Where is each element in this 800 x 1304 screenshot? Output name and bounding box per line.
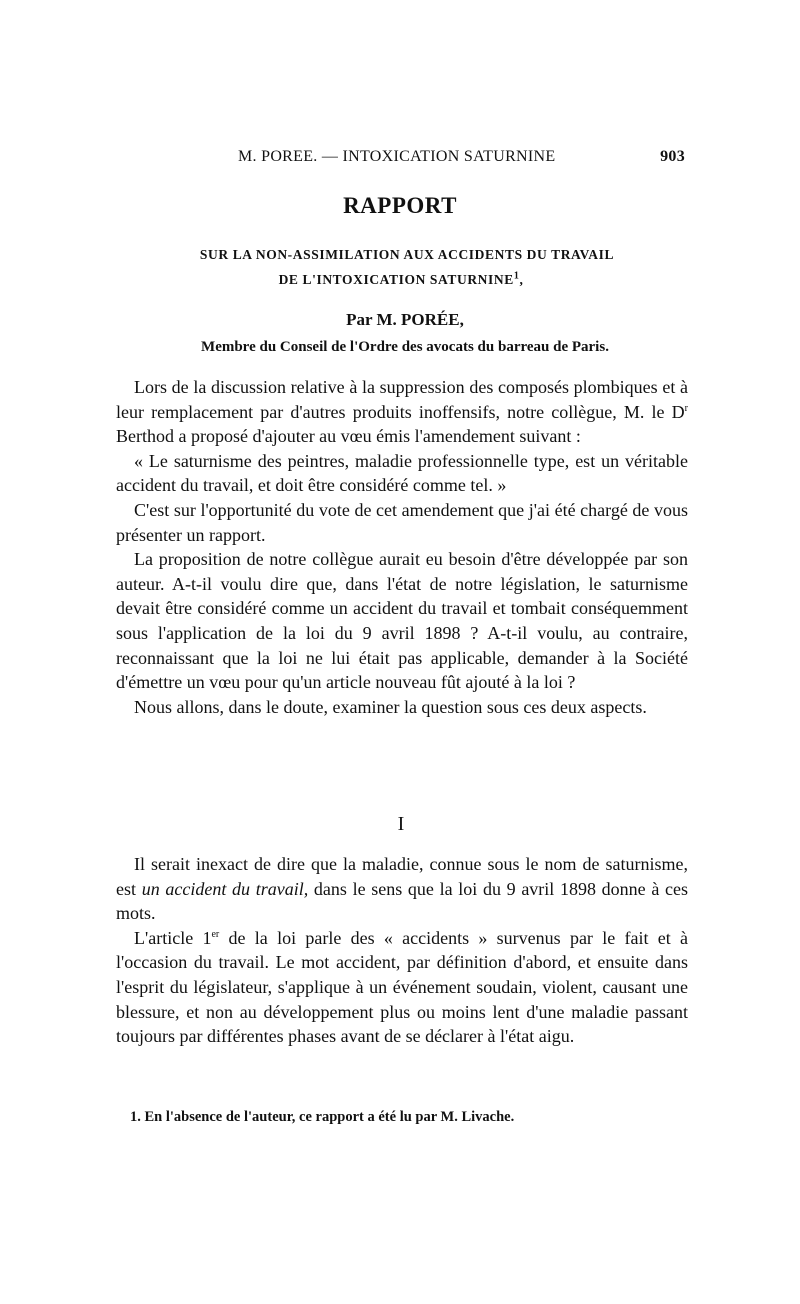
subtitle-text: DE L'INTOXICATION SATURNINE [278, 272, 514, 287]
page-number: 903 [660, 148, 685, 165]
paragraph-6: Il serait inexact de dire que la maladie, connue sous le nom de saturnisme, est un accident du travail, dans le sens que la loi du 9 avril 1898 donne à ces mots. [116, 854, 688, 924]
author-affiliation: Membre du Conseil de l'Ordre des avocats du barreau de Paris. [201, 339, 609, 355]
running-title: M. POREE. — INTOXICATION SATURNINE [238, 148, 556, 165]
report-title: RAPPORT [343, 193, 457, 218]
report-subtitle-line-1: SUR LA NON-ASSIMILATION AUX ACCIDENTS DU TRAVAIL [199, 247, 615, 262]
paragraph-4: La proposition de notre collègue aurait eu besoin d'être développée par son auteur. A-t-il voulu dire que, dans l'état de notre législation, le saturnisme devait être considéré comme un accident du travail et tombait conséquemment sous l'application de la loi du 9 avril 1898 ? A-t-il voulu, au contraire, reconnaissant que la loi ne lui était pas applicable, demander à la Société d'émettre un vœu pour qu'un article nouveau fût ajouté à la loi ? [116, 549, 688, 693]
footnote: 1. En l'absence de l'auteur, ce rapport a été lu par M. Livache. [130, 1109, 515, 1125]
subtitle-trailing: , [519, 272, 524, 287]
paragraph-7: L'article 1er de la loi parle des « accidents » survenus par le fait et à l'occasion du travail. Le mot accident, par définition d'abord, et ensuite dans l'esprit du législateur, s'applique à un événement soudain, violent, causant une blessure, et non au développement plus ou moins lent d'une maladie passant toujours par différentes phases avant de se déclarer à l'état aigu. [116, 927, 688, 1047]
footnote-marker: 1 [513, 270, 520, 282]
body-text-part-2 [116, 852, 688, 1049]
author-line: Par M. PORÉE, [346, 310, 464, 329]
body-text-part-1 [116, 375, 688, 719]
report-subtitle-line-2 [0, 272, 800, 288]
italic-phrase: un accident du travail, [141, 878, 309, 899]
superscript-er: er [211, 928, 220, 940]
paragraph-2-quote: « Le saturnisme des peintres, maladie professionnelle type, est un véritable accident du travail, et doit être considéré comme tel. » [116, 450, 688, 496]
paragraph-3: C'est sur l'opportunité du vote de cet amendement que j'ai été chargé de vous présenter un rapport. [116, 499, 688, 545]
section-number: I [397, 813, 405, 835]
paragraph-1: Lors de la discussion relative à la suppression des composés plombiques et à leur remplacement par d'autres produits inoffensifs, notre collègue, M. le $D^r$ Berthod a proposé d'ajouter au vœu émis l'amendement suivant : [116, 377, 688, 447]
superscript-r: r [684, 402, 688, 414]
paragraph-5: Nous allons, dans le doute, examiner la question sous ces deux aspects. [134, 696, 647, 717]
